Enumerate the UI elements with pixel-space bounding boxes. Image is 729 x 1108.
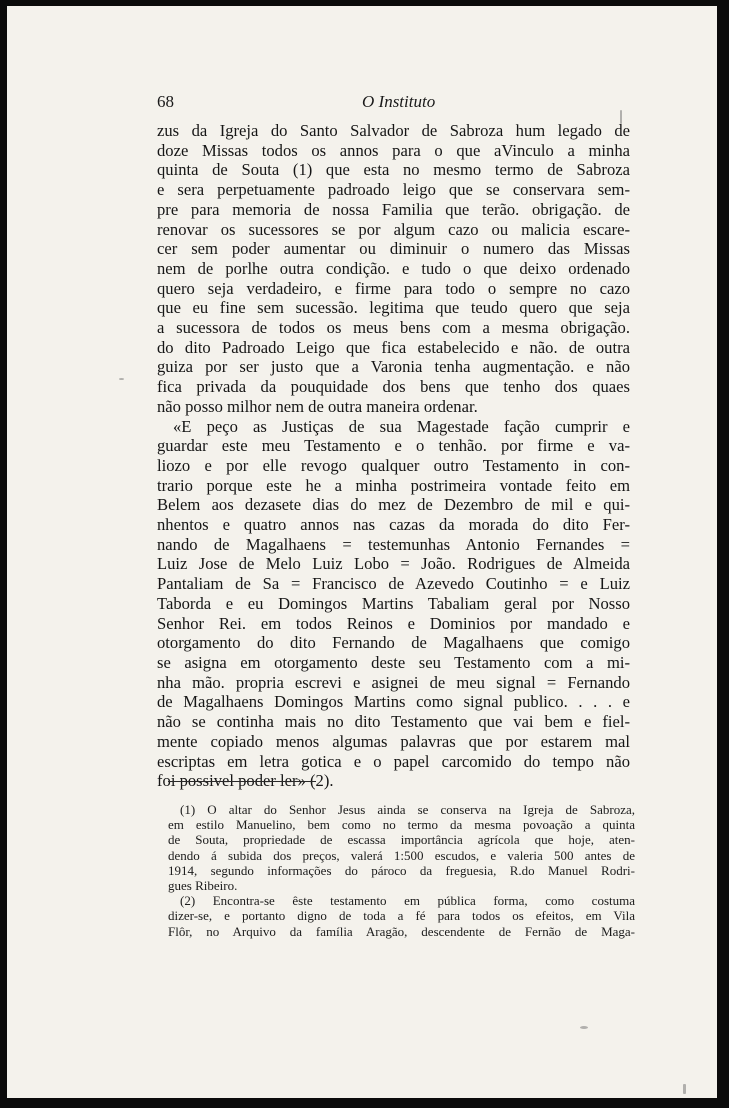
text-line: escriptas em letra gotica e o papel carcomido do tempo não [157,751,630,771]
text-line: que eu fine sem sucessão. legitima que teudo quero que seja [157,298,630,318]
scanned-page [7,6,717,1098]
text-line: doze Missas todos os annos para o que aVinculo a minha [157,140,630,160]
text-line: guiza por ser justo que a Varonia tenha augmentação. e não [157,357,630,377]
text-line: «E peço as Justiças de sua Magestade fação cumprir e [173,416,630,436]
paragraph-2 [157,417,630,791]
body-text [157,121,630,791]
text-line: pre para memoria de nossa Familia que terão. obrigação. de [157,199,630,219]
scan-mark [580,1026,588,1029]
text-line: nando de Magalhaens = testemunhas Antonio Fernandes = [157,534,630,554]
text-line: Luiz Jose de Melo Luiz Lobo = João. Rodrigues de Almeida [157,554,630,574]
text-line: Taborda e eu Domingos Martins Tabaliam geral por Nosso [157,593,630,613]
text-line: quinta de Souta (1) que esta no mesmo termo de Sabroza [157,160,630,180]
text-line: não se continha mais no dito Testamento que vai bem e fiel- [157,712,630,732]
footnote-2 [168,893,635,939]
text-line: otorgamento do dito Fernando de Magalhaens que comigo [157,633,630,653]
text-line: não posso milhor nem de outra maneira ordenar. [157,396,478,416]
footnotes [168,802,635,939]
text-line: nha mão. propria escrevi e asignei de meu signal = Fernando [157,672,630,692]
text-line: Pantaliam de Sa = Francisco de Azevedo Coutinho = e Luiz [157,574,630,594]
footnote-line: dendo á subida dos preços, valerá 1:500 escudos, e valeria 500 antes de [168,847,635,863]
text-line: mente copiado menos algumas palavras que por estarem mal [157,731,630,751]
footnote-line: em estilo Manuelino, bem como no termo da mesma povoação a quinta [168,817,635,833]
footnote-line: gues Ribeiro. [168,878,238,894]
footnote-line: de Souta, propriedade de escassa importância agrícola que hoje, aten- [168,832,635,848]
page-header [157,92,637,116]
text-line: trario porque este he a minha postrimeira vontade feito em [157,475,630,495]
text-line: nem de porlhe outra condição. e tudo o que deixo ordenado [157,258,630,278]
text-line: fica privada da pouquidade dos bens que tenho dos quaes [157,377,630,397]
page-number: 68 [157,92,174,111]
scan-mark [119,378,124,380]
footnote-line: (1) O altar do Senhor Jesus ainda se conserva na Igreja de Sabroza, [180,802,635,817]
text-line: Belem aos dezasete dias do mez de Dezembro de mil e qui- [157,495,630,515]
text-line: a sucessora de todos os meus bens com a mesma obrigação. [157,318,630,338]
scan-mark [683,1084,686,1094]
text-line: guardar este meu Testamento e o tenhão. por firme e va- [157,436,630,456]
text-line: zus da Igreja do Santo Salvador de Sabroza hum legado de [157,121,630,140]
text-line: cer sem poder aumentar ou diminuir o numero das Missas [157,239,630,259]
footnote-line: dizer-se, e portanto digno de toda a fé para todos os efeitos, em Vila [168,908,635,924]
footnote-line: (2) Encontra-se êste testamento em pública forma, como costuma [180,893,635,909]
text-line: foi possivel poder ler» (2). [157,771,334,791]
footnote-1 [168,802,635,893]
footnote-divider [168,781,316,782]
text-line: Senhor Rei. em todos Reinos e Dominios por mandado e [157,613,630,633]
text-line: se asigna em otorgamento deste seu Testamento com a mi- [157,652,630,672]
running-title: O Instituto [362,92,436,111]
text-line: do dito Padroado Leigo que fica estabelecido e não. de outra [157,337,630,357]
text-line: quero seja verdadeiro, e firme para todo o sempre no cazo [157,278,630,298]
text-line: nhentos e quatro annos nas cazas da morada do dito Fer- [157,515,630,535]
text-line: liozo e por elle revogo qualquer outro Testamento in con- [157,455,630,475]
footnote-line: Flôr, no Arquivo da família Aragão, descendente de Fernão de Maga- [168,923,635,939]
paragraph-1 [157,121,630,417]
text-line: e sera perpetuamente padroado leigo que se conservara sem- [157,180,630,200]
text-line: de Magalhaens Domingos Martins como signal publico. . . . e [157,692,630,712]
footnote-line: 1914, segundo informações do pároco da freguesia, R.do Manuel Rodri- [168,862,635,878]
text-line: renovar os sucessores se por algum cazo ou malicia escare- [157,219,630,239]
